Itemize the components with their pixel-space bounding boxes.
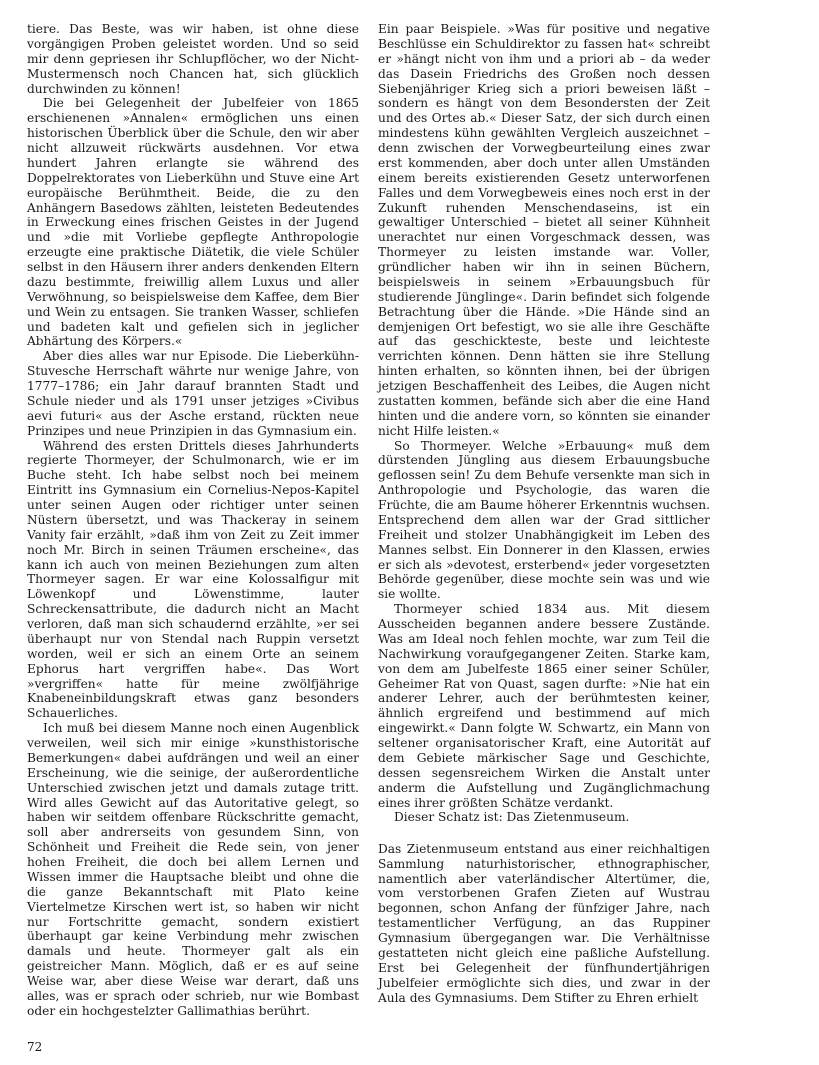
paragraph: Dieser Schatz ist: Das Zietenmuseum. [394,810,630,825]
paragraph: tiere. Das Beste, was wir haben, ist ohne diese vorgängigen Proben geleistet worden. Und so seid mir denn gepriesen ihr Schlupflöcher, wo der Nicht-Mustermensch noch Chancen hat, sich glücklich durchwinden zu können! [27,22,359,96]
paragraph: Während des ersten Drittels dieses Jahrhunderts regierte Thormeyer, der Schulmonarch, wie er im Buche steht. Ich habe selbst noch bei meinem Eintritt ins Gymnasium ein Cornelius-Nepos-Kapitel unter seinen Augen oder richtiger unter seinen Nüstern übersetzt, und was Thackeray in seinem Vanity fair erzählt, »daß ihm von Zeit zu Zeit immer noch Mr. Birch in seinen Träumen erscheine«, das kann ich auch von meinen Beziehungen zum alten Thormeyer sagen. Er war eine Kolossalfigur mit Löwenkopf und Löwenstimme, lauter Schreckensattribute, die dadurch nicht an Macht verloren, daß man sich schaudernd erzählte, »er sei überhaupt nur von Stendal nach Ruppin versetzt worden, weil er sich an einem Orte an seinem Ephorus hart vergriffen habe«. Das Wort »vergriffen« hatte für meine zwölfjährige Knabeneinbildungskraft etwas ganz besonders Schauerliches. [27,438,359,721]
page-number: 72 [27,1040,43,1054]
left-column [27,22,359,1019]
paragraph: Aber dies alles war nur Episode. Die Lieberkühn-Stuvesche Herrschaft währte nur wenige Jahre, von 1777–1786; ein Jahr darauf brannten Stadt und Schule nieder und als 1791 unser jetziges »Civibus aevi futuri« aus der Asche erstand, rückten neue Prinzipes und neue Prinzipien in das Gymnasium ein. [27,349,359,438]
right-column [378,22,710,1005]
paragraph: Das Zietenmuseum entstand aus einer reichhaltigen Sammlung naturhistorischer, ethnographischer, namentlich aber vaterländischer Altertümer, die, vom verstorbenen Grafen Zieten auf Wustrau begonnen, schon Anfang der fünfziger Jahre, nach testamentlicher Verfügung, an das Ruppiner Gymnasium übergegangen war. Die Verhältnisse gestatteten nicht gleich eine paßliche Aufstellung. Erst bei Gelegenheit der fünfhundertjährigen Jubelfeier ermöglichte sich dies, und zwar in der Aula des Gymnasiums. Dem Stifter zu Ehren erhielt [378,841,710,1005]
paragraph: Thormeyer schied 1834 aus. Mit diesem Ausscheiden begannen andere bessere Zustände. Was am Ideal noch fehlen mochte, war zum Teil die Nachwirkung voraufgegangener Zeiten. Starke kam, von dem am Jubelfeste 1865 einer seiner Schüler, Geheimer Rat von Quast, sagen durfte: »Nie hat ein anderer Lehrer, auch der berühmtesten keiner, ähnlich ergreifend und bestimmend auf mich eingewirkt.« Dann folgte W. Schwartz, ein Mann von seltener organisatorischer Kraft, eine Autorität auf dem Gebiete märkischer Sage und Geschichte, dessen segensreichem Wirken die Anstalt unter anderm die Aufstellung und Zugänglichmachung eines ihrer größten Schätze verdankt. [378,602,710,810]
paragraph: Die bei Gelegenheit der Jubelfeier von 1865 erschienenen »Annalen« ermöglichen uns einen historischen Überblick über die Schule, den wir aber nicht allzuweit rückwärts ausdehnen. Vor etwa hundert Jahren erlangte sie während des Doppelrektorates von Lieberkühn und Stuve eine Art europäische Berühmtheit. Beide, die zu den Anhängern Basedows zählten, leisteten Bedeutendes in Erweckung eines frischen Geistes in der Jugend und »die mit Vorliebe gepflegte Anthropologie erzeugte eine praktische Diätetik, die viele Schüler selbst in den Häusern ihrer anders denkenden Eltern dazu bestimmte, freiwillig allem Luxus und aller Verwöhnung, so beispielsweise dem Kaffee, dem Bier und Wein zu entsagen. Sie tranken Wasser, schliefen und badeten kalt und gefielen sich in jeglicher Abhärtung des Körpers.« [27,96,359,349]
paragraph: So Thormeyer. Welche »Erbauung« muß dem dürstenden Jüngling aus diesem Erbauungsbuche geflossen sein! Zu dem Behufe versenkte man sich in Anthropologie und Psychologie, das waren die Früchte, die am Baume höherer Erkenntnis wuchsen. Entsprechend dem allen war der Grad sittlicher Freiheit und stolzer Unabhängigkeit im Leben des Mannes selbst. Ein Donnerer in den Klassen, erwies er sich als »devotest, ersterbend« jeder vorgesetzten Behörde gegenüber, diese mochte sein was und wie sie wollte. [378,438,710,602]
paragraph: Ein paar Beispiele. »Was für positive und negative Beschlüsse ein Schuldirektor zu fassen hat« schreibt er »hängt nicht von ihm und a priori ab – da weder das Dasein Friedrichs des Großen noch dessen Siebenjähriger Krieg sich a priori beweisen läßt – sondern es hängt von dem Besondersten der Zeit und des Ortes ab.« Dieser Satz, der sich durch einen mindestens kühn gewählten Vergleich auszeichnet – denn zwischen der Vorwegbeurteilung eines zwar erst kommenden, aber doch unter allen Umständen einem bereits existierenden Gesetz unterworfenen Falles und dem Vorwegbeweis eines noch erst in der Zukunft ruhenden Menschendaseins, ist ein gewaltiger Unterschied – bietet all seiner Kühnheit unerachtet nur einen Vorgeschmack dessen, was Thormeyer zu leisten imstande war. Voller, gründlicher haben wir ihn in seinen Büchern, beispielsweis in seinem »Erbauungsbuch für studierende Jünglinge«. Darin befindet sich folgende Betrachtung über die Hände. »Die Hände sind an demjenigen Ort befestigt, wo sie alle ihre Geschäfte auf das geschickteste, beste und leichteste verrichten können. Denn hätten sie ihre Stellung hinten erhalten, so könnten ihnen, bei der übrigen jetzigen Beschaffenheit des Leibes, die Augen nicht zustatten kommen, befände sich aber die eine Hand hinten und die andere vorn, so könnten sie einander nicht Hilfe leisten.« [378,22,710,438]
paragraph: Ich muß bei diesem Manne noch einen Augenblick verweilen, weil sich mir einige »kunsthistorische Bemerkungen« dabei aufdrängen und weil an einer Erscheinung, wie die seinige, der außerordentliche Unterschied zwischen jetzt und damals zutage tritt. Wird alles Gewicht auf das Autoritative gelegt, so haben wir seitdem offenbare Rückschritte gemacht, soll aber andrerseits von gesundem Sinn, von Schönheit und Freiheit die Rede sein, von jener hohen Freiheit, die doch bei allem Lernen und Wissen immer die Hauptsache bleibt und ohne die die ganze Bekanntschaft mit Plato keine Viertelmetze Kirschen wert ist, so haben wir nicht nur Fortschritte gemacht, sondern existiert überhaupt gar keine Verbindung mehr zwischen damals und heute. Thormeyer galt als ein geistreicher Mann. Möglich, daß er es auf seine Weise war, aber diese Weise war derart, daß uns alles, was er sprach oder schrieb, nur wie Bombast oder ein hochgestelzter Gallimathias berührt. [27,721,359,1018]
